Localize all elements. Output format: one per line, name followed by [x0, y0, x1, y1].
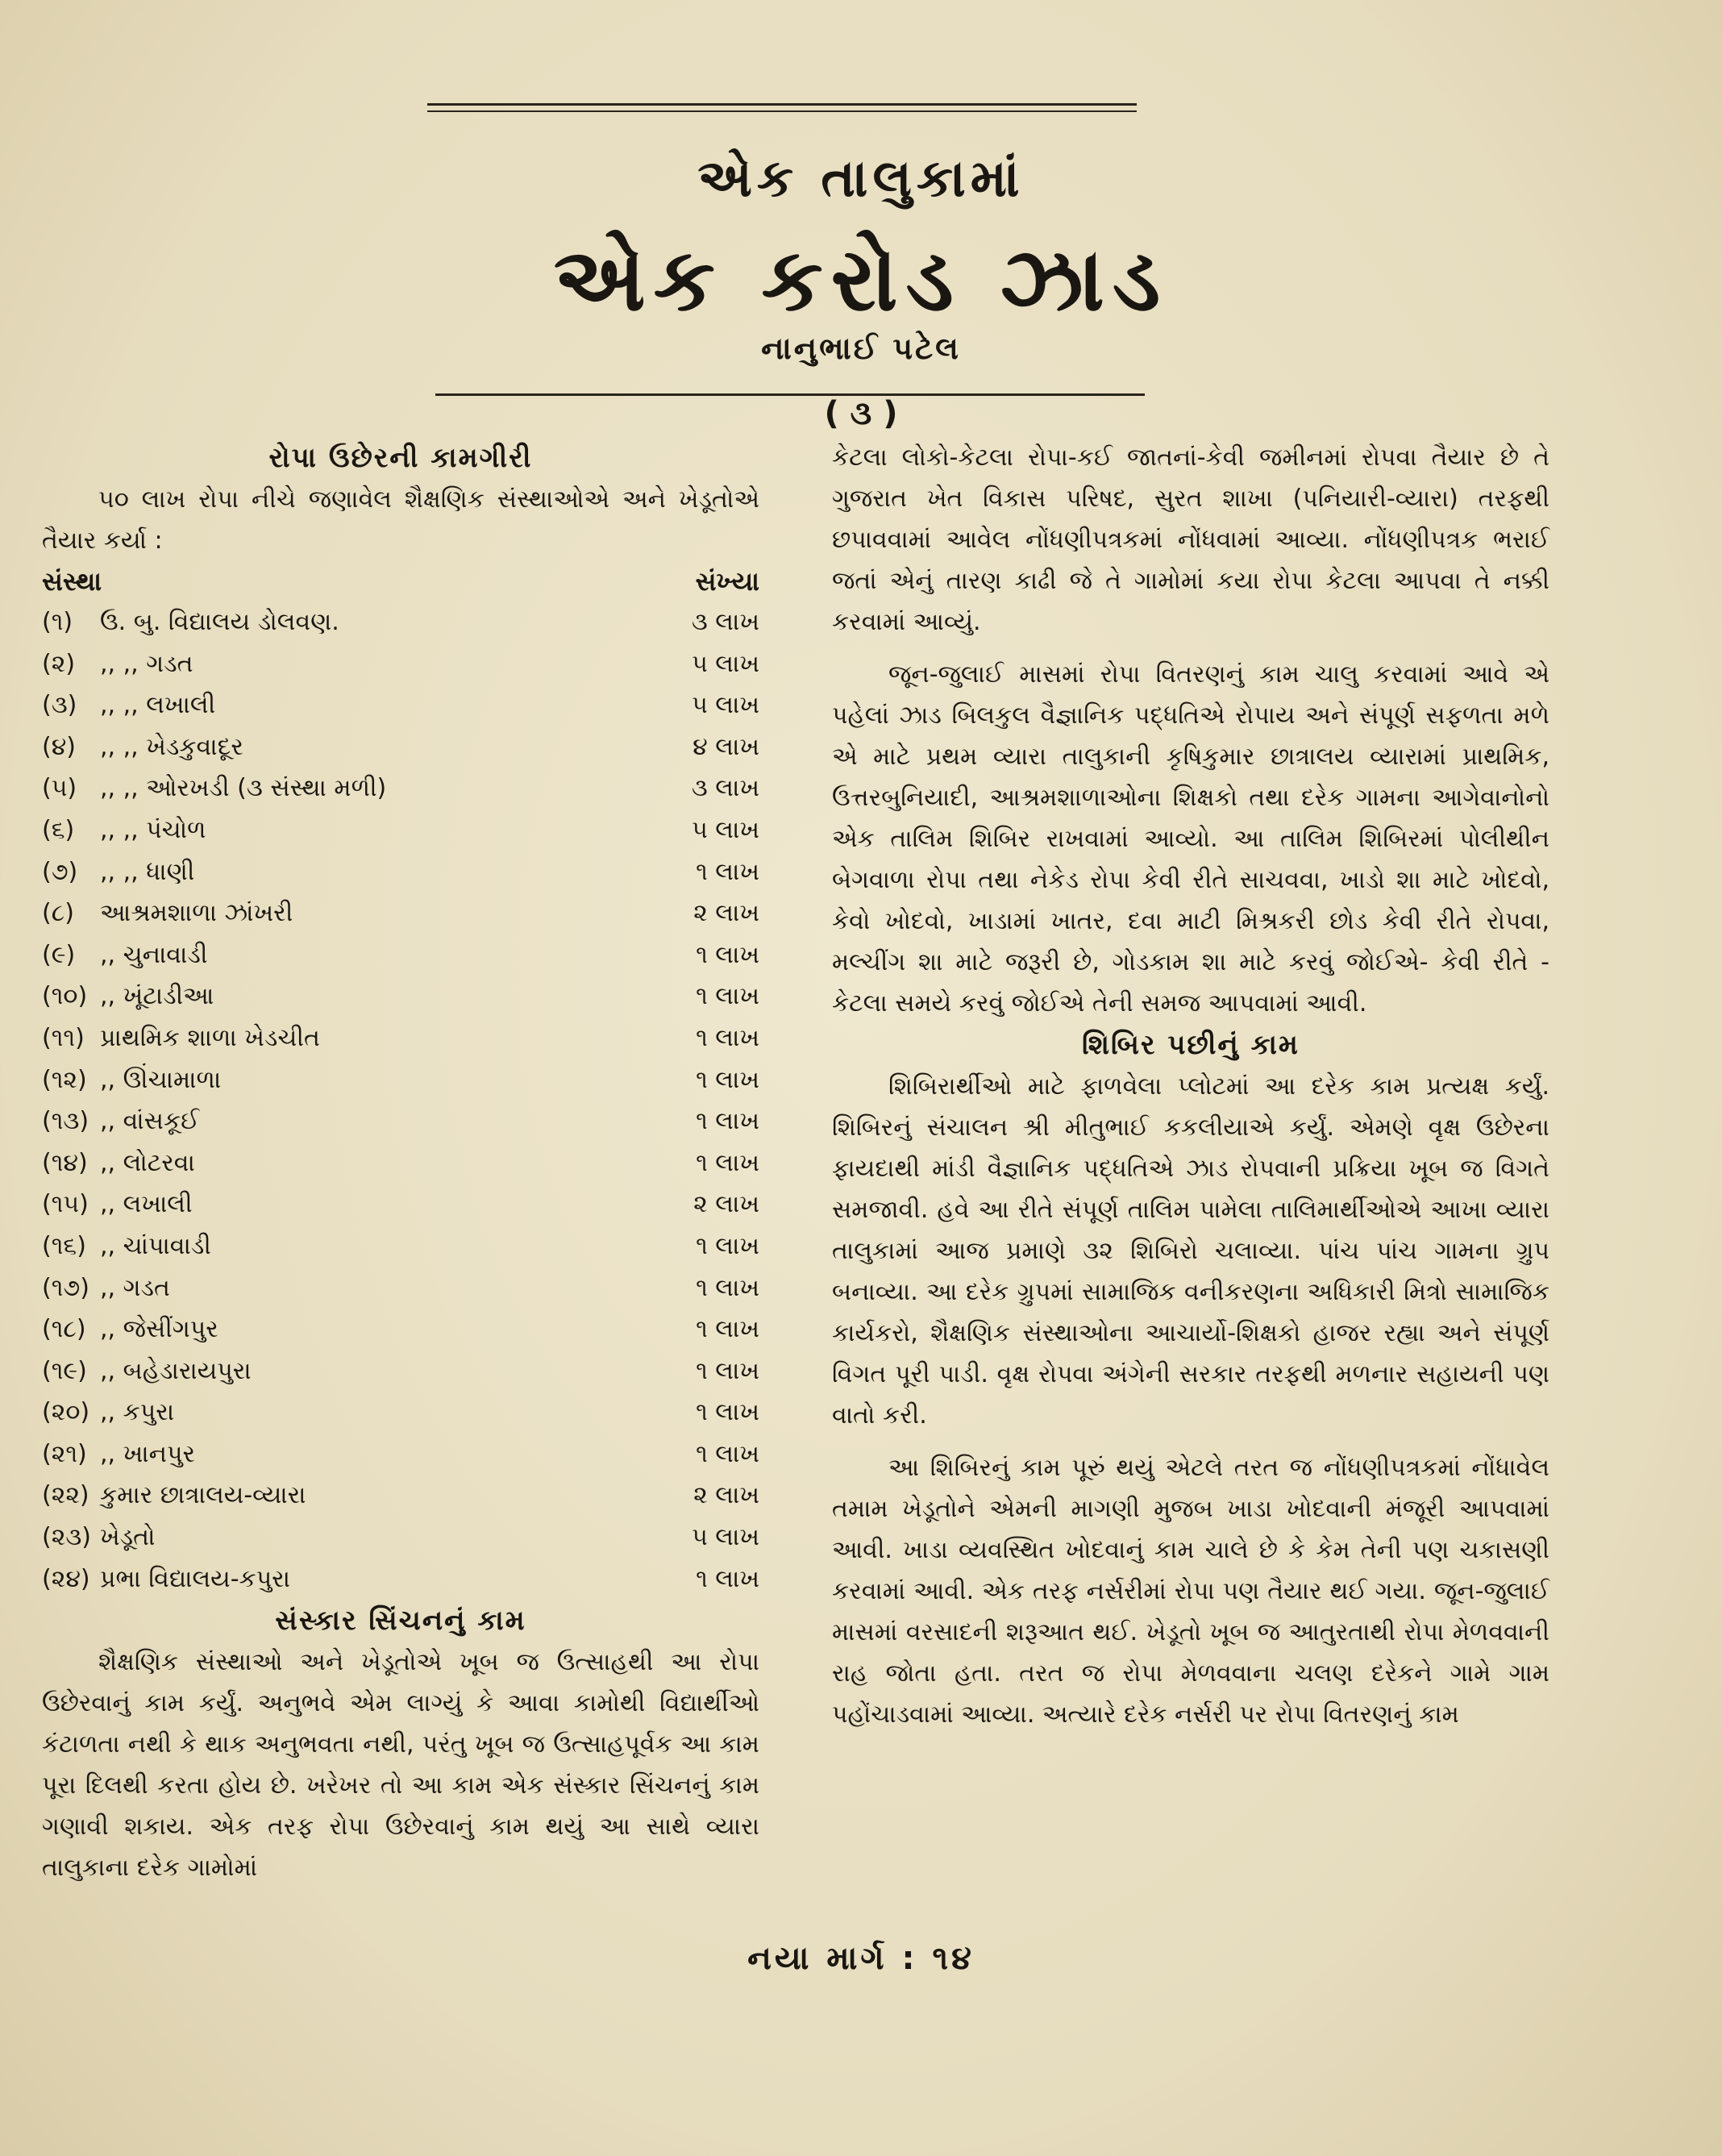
row-number: (૨૧)	[42, 1439, 87, 1468]
seedling-count: ૨ લાખ	[693, 1481, 759, 1510]
section-heading-nursery: રોપા ઉછેરની કામગીરી	[268, 442, 533, 474]
intro-paragraph: ૫૦ લાખ રોપા નીચે જણાવેલ શૈક્ષણિક સંસ્થાઓએ અને ખેડૂતોએ તૈયાર કર્યા :	[42, 485, 759, 555]
institution-name: ,, ,, ધાણી	[100, 857, 195, 886]
institution-name: ,, ચુનાવાડી	[100, 940, 208, 969]
institution-name: ,, ગડત	[100, 1273, 170, 1302]
part-number: ( ૩ )	[824, 395, 898, 432]
seedling-count: ૨ લાખ	[693, 899, 759, 928]
row-number: (૭)	[42, 857, 78, 886]
seedling-count: ૧ લાખ	[696, 982, 759, 1011]
row-number: (૨)	[42, 649, 76, 678]
row-number: (૨૦)	[42, 1398, 90, 1427]
institution-name: કુમાર છાત્રાલય-વ્યારા	[100, 1481, 306, 1510]
table-row	[42, 893, 759, 934]
seedling-count: ૧ લાખ	[696, 1148, 759, 1177]
table-row	[42, 1226, 759, 1267]
seedling-count: ૩ લાખ	[691, 608, 759, 636]
top-rule	[427, 103, 1137, 112]
institution-name: ,, ,, ખેડકુવાદૂર	[100, 732, 243, 761]
row-number: (૧૩)	[42, 1107, 89, 1136]
row-number: (૪)	[42, 732, 77, 761]
row-number: (૨૨)	[42, 1481, 89, 1510]
row-number: (૧૬)	[42, 1231, 86, 1260]
institution-name: ,, ,, ઓરખડી (૩ સંસ્થા મળી)	[100, 774, 387, 803]
row-number: (૧૦)	[42, 982, 88, 1011]
table-row	[42, 810, 759, 851]
institution-table	[42, 601, 759, 1600]
seedling-count: ૨ લાખ	[693, 1190, 759, 1219]
table-row	[42, 851, 759, 893]
seedling-count: ૧ લાખ	[696, 1231, 759, 1260]
section-heading-after-camp: શિબિર પછીનું કામ	[1082, 1029, 1300, 1061]
institution-name: આશ્રમશાળા ઝાંખરી	[100, 899, 293, 928]
table-row	[42, 1184, 759, 1226]
table-header	[42, 561, 759, 601]
seedling-count: ૧ લાખ	[696, 1107, 759, 1136]
institution-name: ,, કપુરા	[100, 1398, 175, 1427]
row-number: (૧)	[42, 608, 73, 636]
institution-name: ,, ખૂંટાડીઆ	[100, 982, 214, 1011]
row-number: (૧૮)	[42, 1315, 86, 1344]
table-row	[42, 1517, 759, 1559]
left-column	[42, 437, 759, 1888]
column-header-institution: સંસ્થા	[42, 566, 102, 597]
institution-name: પ્રાથમિક શાળા ખેડચીત	[100, 1023, 320, 1052]
institution-name: ,, ચાંપાવાડી	[100, 1231, 211, 1260]
row-number: (૧૯)	[42, 1356, 87, 1385]
seedling-count: ૧ લાખ	[696, 1273, 759, 1302]
seedling-count: ૧ લાખ	[696, 1564, 759, 1593]
row-number: (૧૫)	[42, 1190, 89, 1219]
table-row	[42, 768, 759, 810]
institution-name: ખેડૂતો	[100, 1523, 156, 1552]
table-row	[42, 1475, 759, 1517]
registration-paragraph: કેટલા લોકો-કેટલા રોપા-કઈ જાતનાં-કેવી જમીનમાં રોપવા તૈયાર છે તે ગુજરાત ખેત વિકાસ પરિષદ, સુરત શાખા (પનિયારી-વ્યારા) તરફથી છપાવવામાં આવેલ નોંધણીપત્રકમાં નોંધવામાં આવ્યા. નોંધણીપત્રક ભરાઈ જતાં એનું તારણ કાઢી જે તે ગામોમાં કયા રોપા કેટલા આપવા તે નક્કી કરવામાં આવ્યું.	[832, 443, 1549, 636]
institution-name: પ્રભા વિદ્યાલય-કપુરા	[100, 1564, 291, 1593]
table-row	[42, 643, 759, 685]
row-number: (૮)	[42, 899, 74, 928]
table-row	[42, 1309, 759, 1351]
seedling-count: ૧ લાખ	[696, 1065, 759, 1094]
table-row	[42, 1351, 759, 1392]
page-footer: નયા માર્ગ : ૧૪	[747, 1940, 975, 1977]
seedling-count: ૪ લાખ	[693, 732, 759, 761]
row-number: (૧૭)	[42, 1273, 89, 1302]
row-number: (૧૧)	[42, 1023, 85, 1052]
article-kicker: એક તાલુકામાં	[697, 149, 1025, 209]
after-camp-paragraph: શિબિરાર્થીઓ માટે ફાળવેલા પ્લોટમાં આ દરેક કામ પ્રત્યક્ષ કર્યું. શિબિરનું સંચાલન શ્રી મીતુભાઈ કકલીયાએ કર્યું. એમણે વૃક્ષ ઉછેરના ફાયદાથી માંડી વૈજ્ઞાનિક પદ્ધતિએ ઝાડ રોપવાની પ્રક્રિયા ખૂબ જ વિગતે સમજાવી. હવે આ રીતે સંપૂર્ણ તાલિમ પામેલા તાલિમાર્થીઓએ આખા વ્યારા તાલુકામાં આજ પ્રમાણે ૩૨ શિબિરો ચલાવ્યા. પાંચ પાંચ ગામના ગ્રુપ બનાવ્યા. આ દરેક ગ્રુપમાં સામાજિક વનીકરણના અધિકારી મિત્રો સામાજિક કાર્યકરો, શૈક્ષણિક સંસ્થાઓના આચાર્યો-શિક્ષકો હાજર રહ્યા અને સંપૂર્ણ વિગત પૂરી પાડી. વૃક્ષ રોપવા અંગેની સરકાર તરફથી મળનાર સહાયની પણ વાતો કરી.	[832, 1072, 1549, 1430]
table-row	[42, 685, 759, 726]
row-number: (૨૪)	[42, 1564, 90, 1593]
institution-name: ,, જેસીંગપુર	[100, 1315, 218, 1344]
seedling-count: ૧ લાખ	[696, 1356, 759, 1385]
institution-name: ,, લખાલી	[100, 1190, 193, 1219]
table-row	[42, 976, 759, 1018]
table-row	[42, 1267, 759, 1309]
seedling-count: ૫ લાખ	[692, 1523, 759, 1552]
row-number: (૨૩)	[42, 1523, 91, 1552]
seedling-count: ૧ લાખ	[696, 857, 759, 886]
institution-name: ,, ખાનપુર	[100, 1439, 195, 1468]
section-heading-sanskar: સંસ્કાર સિંચનનું કામ	[275, 1605, 526, 1638]
institution-name: ,, લોટરવા	[100, 1148, 195, 1177]
table-row	[42, 601, 759, 643]
right-column	[832, 437, 1549, 1735]
article-author: નાનુભાઈ પટેલ	[761, 331, 961, 366]
row-number: (૩)	[42, 691, 77, 720]
row-number: (૯)	[42, 940, 76, 969]
table-row	[42, 1101, 759, 1143]
institution-name: ,, વાંસકૂઈ	[100, 1107, 200, 1136]
seedling-count: ૫ લાખ	[692, 649, 759, 678]
seedling-count: ૧ લાખ	[696, 1315, 759, 1344]
institution-name: ,, ,, ગડત	[100, 649, 193, 678]
training-paragraph: જૂન-જુલાઈ માસમાં રોપા વિતરણનું કામ ચાલુ કરવામાં આવે એ પહેલાં ઝાડ બિલકુલ વૈજ્ઞાનિક પદ્ધતિએ રોપાય અને સંપૂર્ણ સફળતા મળે એ માટે પ્રથમ વ્યારા તાલુકાની કૃષિકુમાર છાત્રાલય વ્યારામાં પ્રાથમિક, ઉત્તરબુનિયાદી, આશ્રમશાળાઓના શિક્ષકો તથા દરેક ગામના આગેવાનોનો એક તાલિમ શિબિર રાખવામાં આવ્યો. આ તાલિમ શિબિરમાં પોલીથીન બેગવાળા રોપા તથા નેકેડ રોપા કેવી રીતે સાચવવા, ખાડો શા માટે ખોદવો, કેવો ખોદવો, ખાડામાં ખાતર, દવા માટી મિશ્રકરી છોડ કેવી રીતે રોપવા, મલ્ચીંગ શા માટે જરૂરી છે, ગોડકામ શા માટે કરવું જોઈએ- કેવી રીતે - કેટલા સમયે કરવું જોઈએ તેની સમજ આપવામાં આવી.	[832, 660, 1549, 1018]
sanskar-paragraph: શૈક્ષણિક સંસ્થાઓ અને ખેડૂતોએ ખૂબ જ ઉત્સાહથી આ રોપા ઉછેરવાનું કામ કર્યું. અનુભવે એમ લાગ્યું કે આવા કામોથી વિદ્યાર્થીઓ કંટાળતા નથી કે થાક અનુભવતા નથી, પરંતુ ખૂબ જ ઉત્સાહપૂર્વક આ કામ પૂરા દિલથી કરતા હોય છે. ખરેખર તો આ કામ એક સંસ્કાર સિંચનનું કામ ગણાવી શકાય. એક તરફ રોપા ઉછેરવાનું કામ થયું આ સાથે વ્યારા તાલુકાના દરેક ગામોમાં	[42, 1648, 759, 1883]
article-title: એક કરોડ ઝાડ	[553, 230, 1169, 331]
row-number: (૫)	[42, 774, 77, 803]
table-row	[42, 934, 759, 976]
seedling-count: ૩ લાખ	[691, 774, 759, 803]
institution-name: ,, ,, લખાલી	[100, 691, 216, 720]
table-row	[42, 1059, 759, 1101]
table-row	[42, 1434, 759, 1475]
institution-name: ,, ઊંચામાળા	[100, 1065, 222, 1094]
table-row	[42, 1018, 759, 1059]
distribution-paragraph: આ શિબિરનું કામ પૂરું થયું એટલે તરત જ નોંધણીપત્રકમાં નોંધાવેલ તમામ ખેડૂતોને એમની માગણી મુજબ ખાડા ખોદવાની મંજૂરી આપવામાં આવી. ખાડા વ્યવસ્થિત ખોદવાનું કામ ચાલે છે કે કેમ તેની પણ ચકાસણી કરવામાં આવી. એક તરફ નર્સરીમાં રોપા પણ તૈયાર થઈ ગયા. જૂન-જુલાઈ માસમાં વરસાદની શરૂઆત થઈ. ખેડૂતો ખૂબ જ આતુરતાથી રોપા મેળવવાની રાહ જોતા હતા. તરત જ રોપા મેળવવાના ચલણ દરેકને ગામે ગામ પહોંચાડવામાં આવ્યા. અત્યારે દરેક નર્સરી પર રોપા વિતરણનું કામ	[832, 1454, 1549, 1729]
row-number: (૧૪)	[42, 1148, 88, 1177]
institution-name: ,, બહેડારાયપુરા	[100, 1356, 252, 1385]
seedling-count: ૧ લાખ	[696, 1023, 759, 1052]
table-row	[42, 1392, 759, 1434]
table-row	[42, 1559, 759, 1600]
seedling-count: ૫ લાખ	[692, 691, 759, 720]
seedling-count: ૧ લાખ	[696, 1439, 759, 1468]
table-row	[42, 726, 759, 768]
seedling-count: ૧ લાખ	[696, 940, 759, 969]
row-number: (૧૨)	[42, 1065, 87, 1094]
institution-name: ,, ,, પંચોળ	[100, 815, 206, 844]
institution-name: ઉ. બુ. વિદ્યાલય ડોલવણ.	[100, 608, 339, 636]
table-row	[42, 1143, 759, 1184]
row-number: (૬)	[42, 815, 75, 844]
column-header-count: સંખ્યા	[695, 566, 759, 597]
seedling-count: ૫ લાખ	[692, 815, 759, 844]
seedling-count: ૧ લાખ	[696, 1398, 759, 1427]
